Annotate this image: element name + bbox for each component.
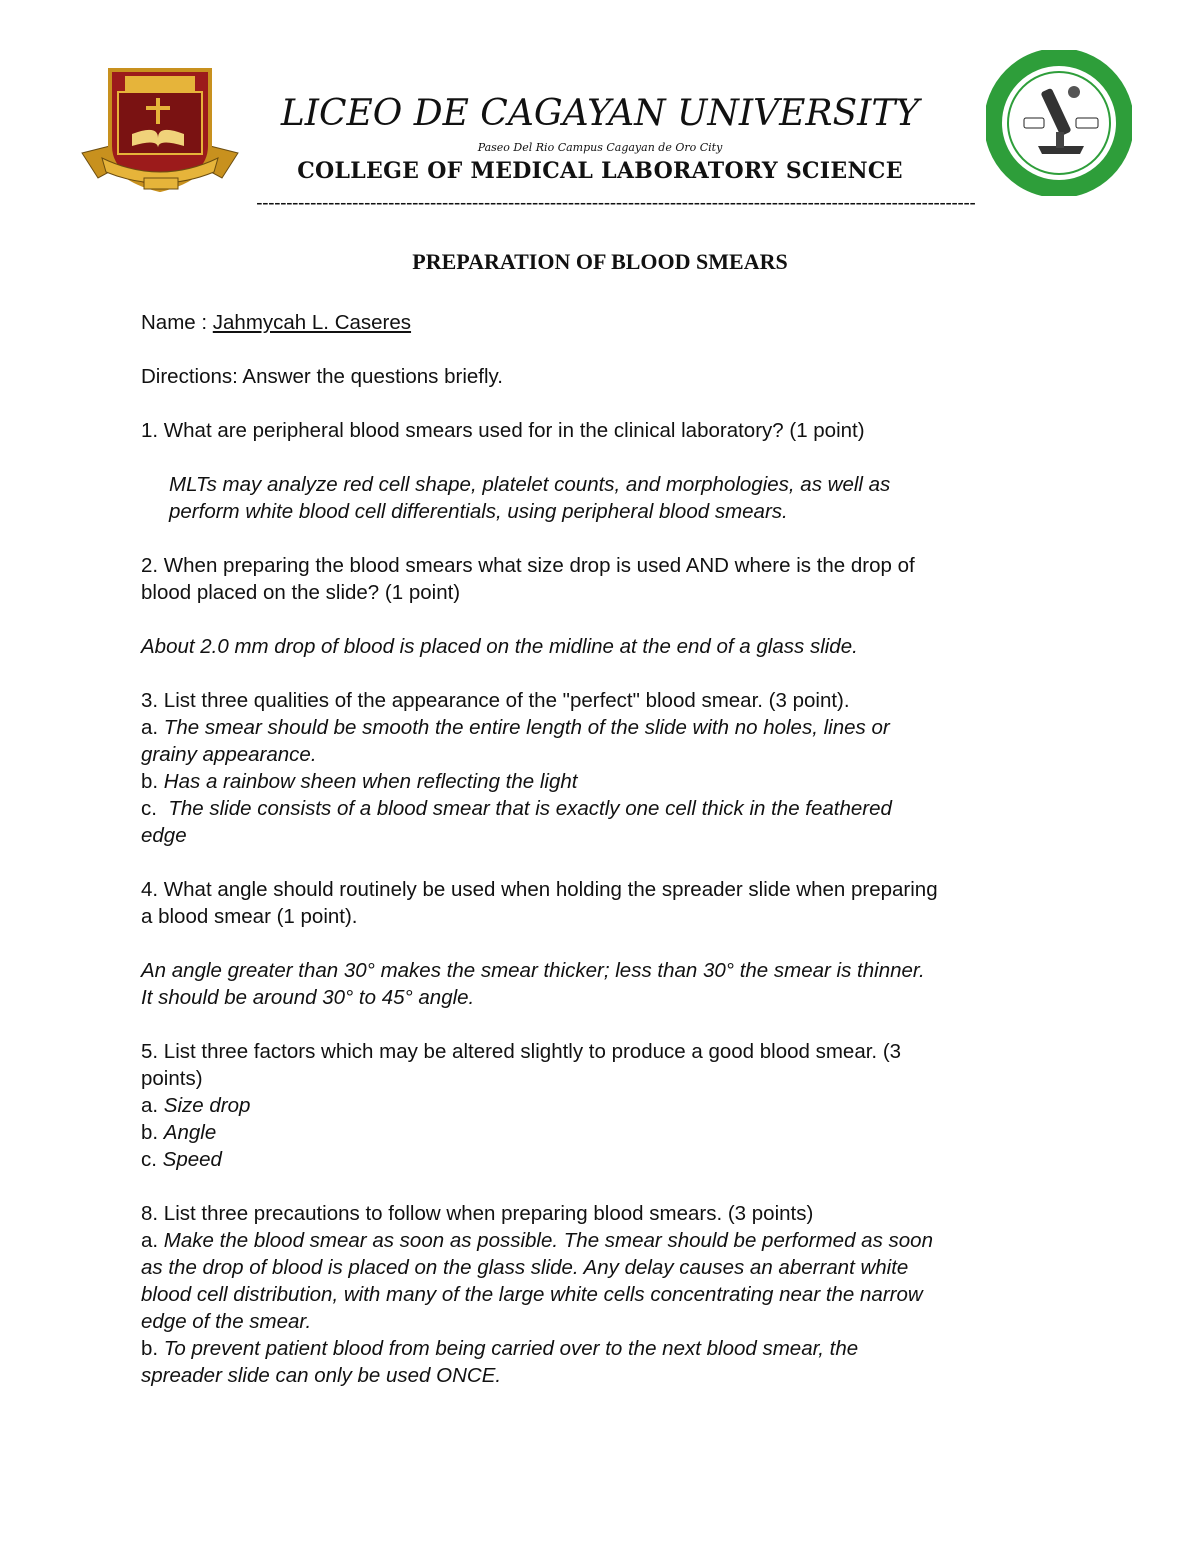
answer-8a-cont-3: edge of the smear. — [141, 1310, 312, 1333]
answer-5a — [141, 1092, 1071, 1119]
answer-5b-text: Angle — [163, 1121, 217, 1144]
name-label: Name : — [141, 311, 208, 334]
university-name: LICEO DE CAGAYAN UNIVERSITY — [280, 93, 920, 134]
question-2-line-1: 2. When preparing the blood smears what size drop is used AND where is the drop of — [141, 554, 915, 577]
answer-3c — [141, 795, 1071, 822]
question-5-line-2: points) — [141, 1067, 203, 1090]
answer-1-line-1: MLTs may analyze red cell shape, platelet counts, and morphologies, as well as — [169, 473, 891, 496]
answer-8a — [141, 1227, 1071, 1254]
answer-8b-text: To prevent patient blood from being carried over to the next blood smear, the — [163, 1337, 859, 1360]
question-3: 3. List three qualities of the appearance of the "perfect" blood smear. (3 point). — [141, 689, 850, 712]
answer-3c-text: The slide consists of a blood smear that is exactly one cell thick in the feathered — [168, 797, 892, 820]
answer-1-line-2: perform white blood cell differentials, using peripheral blood smears. — [169, 500, 788, 523]
item-prefix: b. — [141, 1337, 164, 1360]
worksheet-body — [141, 309, 1071, 1389]
document-title: PREPARATION OF BLOOD SMEARS — [412, 249, 788, 274]
answer-3a-cont: grainy appearance. — [141, 743, 317, 766]
answer-8a-text: Make the blood smear as soon as possible. The smear should be performed as soon — [163, 1229, 933, 1252]
answer-8b-cont: spreader slide can only be used ONCE. — [141, 1364, 502, 1387]
header-divider: ------------------------------------------------------------------------------------------------------------------------ — [256, 192, 976, 212]
question-4-line-1: 4. What angle should routinely be used when holding the spreader slide when preparing — [141, 878, 938, 901]
answer-5b — [141, 1119, 1071, 1146]
question-5-line-1: 5. List three factors which may be altered slightly to produce a good blood smear. (3 — [141, 1040, 902, 1063]
answer-5c — [141, 1146, 1071, 1173]
answer-3b-text: Has a rainbow sheen when reflecting the light — [163, 770, 578, 793]
question-8: 8. List three precautions to follow when preparing blood smears. (3 points) — [141, 1202, 814, 1225]
question-2-line-2: blood placed on the slide? (1 point) — [141, 581, 461, 604]
item-prefix: c. — [141, 1148, 163, 1171]
directions: Directions: Answer the questions briefly. — [141, 365, 503, 388]
answer-5c-text: Speed — [162, 1148, 222, 1171]
college-name: COLLEGE OF MEDICAL LABORATORY SCIENCE — [297, 158, 903, 184]
item-prefix: c. — [141, 797, 169, 820]
name-line — [141, 309, 1071, 336]
answer-8b — [141, 1335, 1071, 1362]
answer-8a-cont-1: as the drop of blood is placed on the glass slide. Any delay causes an aberrant white — [141, 1256, 909, 1279]
answer-8a-cont-2: blood cell distribution, with many of the large white cells concentrating near the narrow — [141, 1283, 923, 1306]
microscope-seal-icon — [986, 50, 1132, 196]
answer-3a — [141, 714, 1071, 741]
answer-3c-cont: edge — [141, 824, 187, 847]
answer-5a-text: Size drop — [163, 1094, 251, 1117]
student-name: Jahmycah L. Caseres — [212, 311, 412, 334]
answer-3a-text: The smear should be smooth the entire length of the slide with no holes, lines or — [163, 716, 890, 739]
item-prefix: a. — [141, 716, 164, 739]
item-prefix: a. — [141, 1094, 164, 1117]
question-1: 1. What are peripheral blood smears used for in the clinical laboratory? (1 point) — [141, 419, 865, 442]
item-prefix: b. — [141, 1121, 164, 1144]
answer-4-line-2: It should be around 30° to 45° angle. — [141, 986, 475, 1009]
question-4-line-2: a blood smear (1 point). — [141, 905, 358, 928]
answer-2: About 2.0 mm drop of blood is placed on the midline at the end of a glass slide. — [141, 635, 858, 658]
campus-address: Paseo Del Rio Campus Cagayan de Oro City — [477, 141, 723, 154]
letterhead — [0, 0, 1200, 230]
item-prefix: b. — [141, 770, 164, 793]
item-prefix: a. — [141, 1229, 164, 1252]
answer-3b — [141, 768, 1071, 795]
answer-4-line-1: An angle greater than 30° makes the smear thicker; less than 30° the smear is thinner. — [141, 959, 925, 982]
